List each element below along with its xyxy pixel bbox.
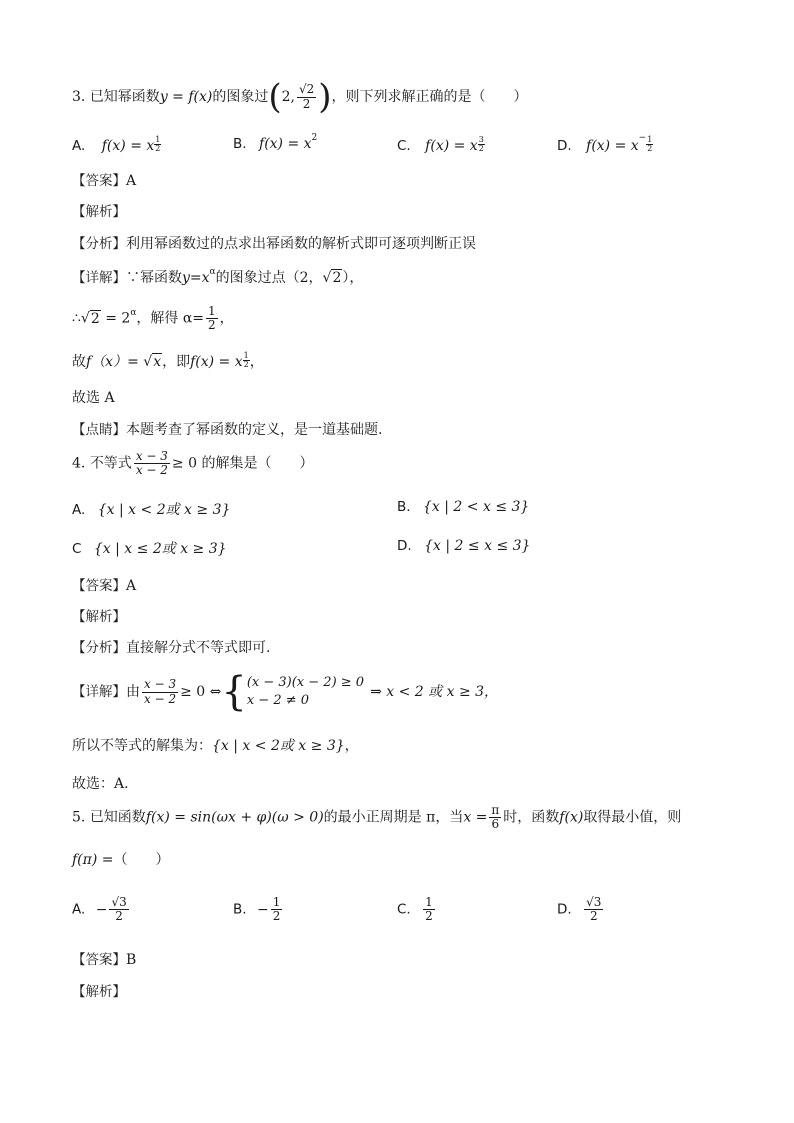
q4-analysis-heading: 【解析】 — [72, 609, 126, 625]
q3-analysis-heading: 【解析】 — [72, 204, 126, 220]
q3-option-c-exponent: $\frac{3}{2}$ — [478, 135, 484, 153]
q3-option-c[interactable]: C. f(x) = x $\frac{3}{2}$ — [397, 135, 484, 154]
q3-xiangjie-line2: ∴√2 = $2^\alpha$，解得 α= $\frac{1}{2}$ ， — [72, 304, 234, 333]
q5-option-a[interactable]: A. − $\frac{√3}{2}$ — [72, 895, 127, 924]
q3-result-exponent: $\frac{1}{2}$ — [243, 351, 249, 369]
q5-stem: 5. 已知函数f(x) = sin(ωx + φ)(ω > 0)的最小正周期是 π，当x = $\frac{\pi}{6}$ 时，函数f(x)取得最小值，则 — [72, 803, 682, 832]
q4-xiangjie: 【详解】由 $\frac{x - 3}{x - 2}$ ≥ 0 ⇔{ (x − 3)(x − 2) ≥ 0 x − 2 ≠ 0 ⇒ x < 2 或 x ≥ 3， — [72, 669, 499, 715]
q5-option-d[interactable]: D. $\frac{√3}{2}$ — [557, 895, 602, 924]
sqrt-sign: √ — [80, 310, 90, 327]
q3-dianjing: 【点睛】本题考查了幂函数的定义，是一道基础题. — [72, 422, 383, 438]
q5-answer: 【答案】B — [72, 952, 137, 968]
q4-number: 4. — [72, 455, 86, 472]
q4-option-c[interactable]: C {x | x ≤ 2或 x ≥ 3} — [72, 541, 227, 557]
q3-xiangjie-line3: 故f（x）= √x，即f(x) = x $\frac{1}{2}$ ， — [72, 351, 264, 370]
q5-pi-over-six: $\frac{\pi}{6}$ — [491, 803, 500, 832]
q3-conclusion: 故选 A — [72, 390, 115, 406]
q3-paren-right: ) — [318, 77, 332, 117]
q4-fraction: $\frac{x - 3}{x - 2}$ — [135, 449, 168, 478]
q4-solution-set: 所以不等式的解集为：{x | x < 2或 x ≥ 3}， — [72, 738, 359, 754]
q3-stem — [72, 77, 528, 117]
q5-analysis-heading: 【解析】 — [72, 984, 126, 1000]
q3-alpha-value: $\frac{1}{2}$ — [208, 304, 216, 333]
q3-fenxi: 【分析】利用幂函数过的点求出幂函数的解析式即可逐项判断正误 — [72, 236, 476, 252]
q3-option-a[interactable]: A. f(x) = x $\frac{1}{2}$ — [72, 135, 161, 154]
q3-answer: 【答案】A — [72, 173, 137, 189]
q4-option-d[interactable]: D. {x | 2 ≤ x ≤ 3} — [397, 538, 531, 554]
q5-option-c[interactable]: C. $\frac{1}{2}$ — [397, 895, 433, 924]
q3-text-mid: 的图象过 — [212, 89, 269, 105]
q4-system: (x − 3)(x − 2) ≥ 0 x − 2 ≠ 0 — [246, 675, 365, 708]
q5-option-d-fraction: $\frac{√3}{2}$ — [586, 895, 602, 924]
q5-option-b[interactable]: B. − $\frac{1}{2}$ — [233, 895, 281, 924]
q4-option-a[interactable]: A. {x | x < 2或 x ≥ 3} — [72, 502, 231, 518]
q3-option-d[interactable]: D. f(x) = x− $\frac{1}{2}$ — [557, 133, 653, 154]
q3-option-b[interactable]: B. $f(x) = x^2$ — [233, 133, 318, 152]
sqrt-sign: √ — [322, 270, 332, 286]
q3-text-pre: 已知幂函数 — [89, 89, 160, 105]
q5-number: 5. — [72, 809, 86, 826]
q4-fenxi: 【分析】直接解分式不等式即可. — [72, 640, 271, 656]
q3-function: y = f(x) — [159, 89, 213, 105]
q5-option-a-fraction: $\frac{√3}{2}$ — [111, 895, 127, 924]
q3-text-post: ，则下列求解正确的是（ ） — [331, 89, 528, 105]
q4-option-b[interactable]: B. {x | 2 < x ≤ 3} — [397, 499, 530, 515]
q4-answer: 【答案】A — [72, 578, 137, 594]
q3-xiangjie-line1: 【详解】∵幂函数$y=x^\alpha$的图象过点（2，√2）， — [72, 267, 364, 286]
q5-option-b-fraction: $\frac{1}{2}$ — [272, 895, 281, 924]
q4-stem: 4. 不等式 $\frac{x - 3}{x - 2}$ ≥ 0 的解集是（ ） — [72, 449, 314, 478]
sqrt-sign: √ — [143, 354, 153, 370]
q5-option-c-fraction: $\frac{1}{2}$ — [425, 895, 433, 924]
q4-system-brace: { — [221, 669, 247, 715]
q3-paren-left: ( — [268, 77, 282, 117]
q3-option-d-exponent: $\frac{1}{2}$ — [647, 135, 653, 153]
q3-point-y: $\frac{√2}{2}$ — [298, 82, 315, 111]
q3-number: 3. — [72, 89, 86, 105]
q3-option-a-exponent: $\frac{1}{2}$ — [155, 135, 161, 153]
q4-xiangjie-fraction: $\frac{x - 3}{x - 2}$ — [144, 677, 177, 706]
q4-conclusion: 故选：A. — [72, 776, 129, 792]
q5-stem-line2: f(π) =（ ） — [72, 852, 170, 868]
q3-point-x: 2, — [281, 89, 295, 105]
